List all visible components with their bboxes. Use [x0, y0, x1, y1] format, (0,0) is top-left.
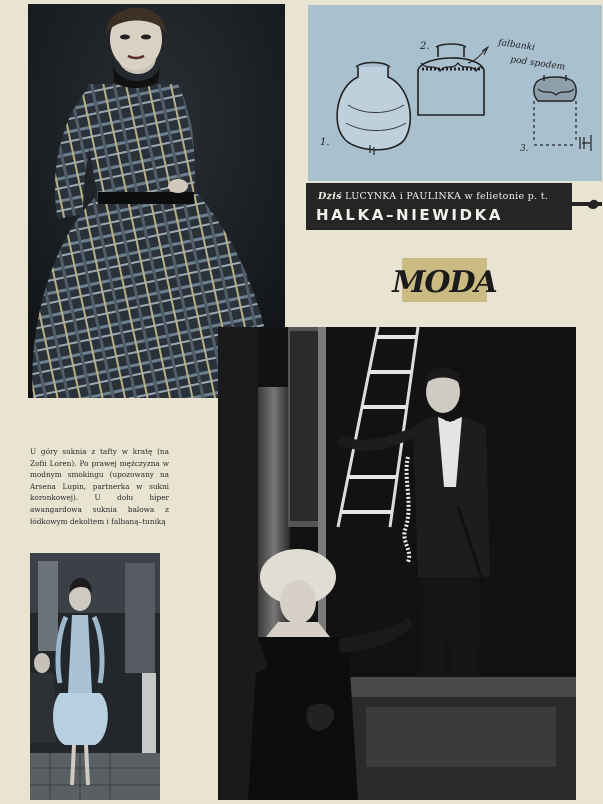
feuilleton-intro-rest: LUCYNKA i PAULINKA w felietonie p. t.: [345, 191, 549, 202]
photo-caption: U góry suknia z tafty w kratę (na Zofii Loren). Po prawej mężczyzna w modnym smokingu (upozowany na Arsena Lupin, partnerka w sukni koronkowej). U dołu hiper awangardowa suknia balowa z łódkowym dekoltem i falbaną–tuniką: [30, 447, 169, 526]
pointing-hand-icon: [572, 196, 602, 212]
moda-section-logo: [392, 258, 497, 302]
sketch-label-2: 2.: [420, 41, 430, 52]
tuxedo-couple-photo: [218, 327, 576, 800]
sketch-note-line2: pod spodem: [509, 55, 566, 73]
sketch-label-3: 3.: [520, 144, 529, 154]
sketch-label-1: 1.: [320, 137, 330, 148]
feuilleton-intro: [318, 191, 548, 202]
petticoat-sketch-panel: [308, 5, 602, 181]
feuilleton-intro-prefix: Dziś: [318, 191, 342, 202]
moda-logo-text: MODA: [392, 265, 497, 300]
feuilleton-title: HALKA–NIEWIDKA: [316, 206, 504, 224]
sketch-note-line1: falbanki: [497, 38, 536, 54]
feuilleton-title-bar: [306, 183, 572, 230]
ball-gown-photo: [30, 553, 160, 800]
